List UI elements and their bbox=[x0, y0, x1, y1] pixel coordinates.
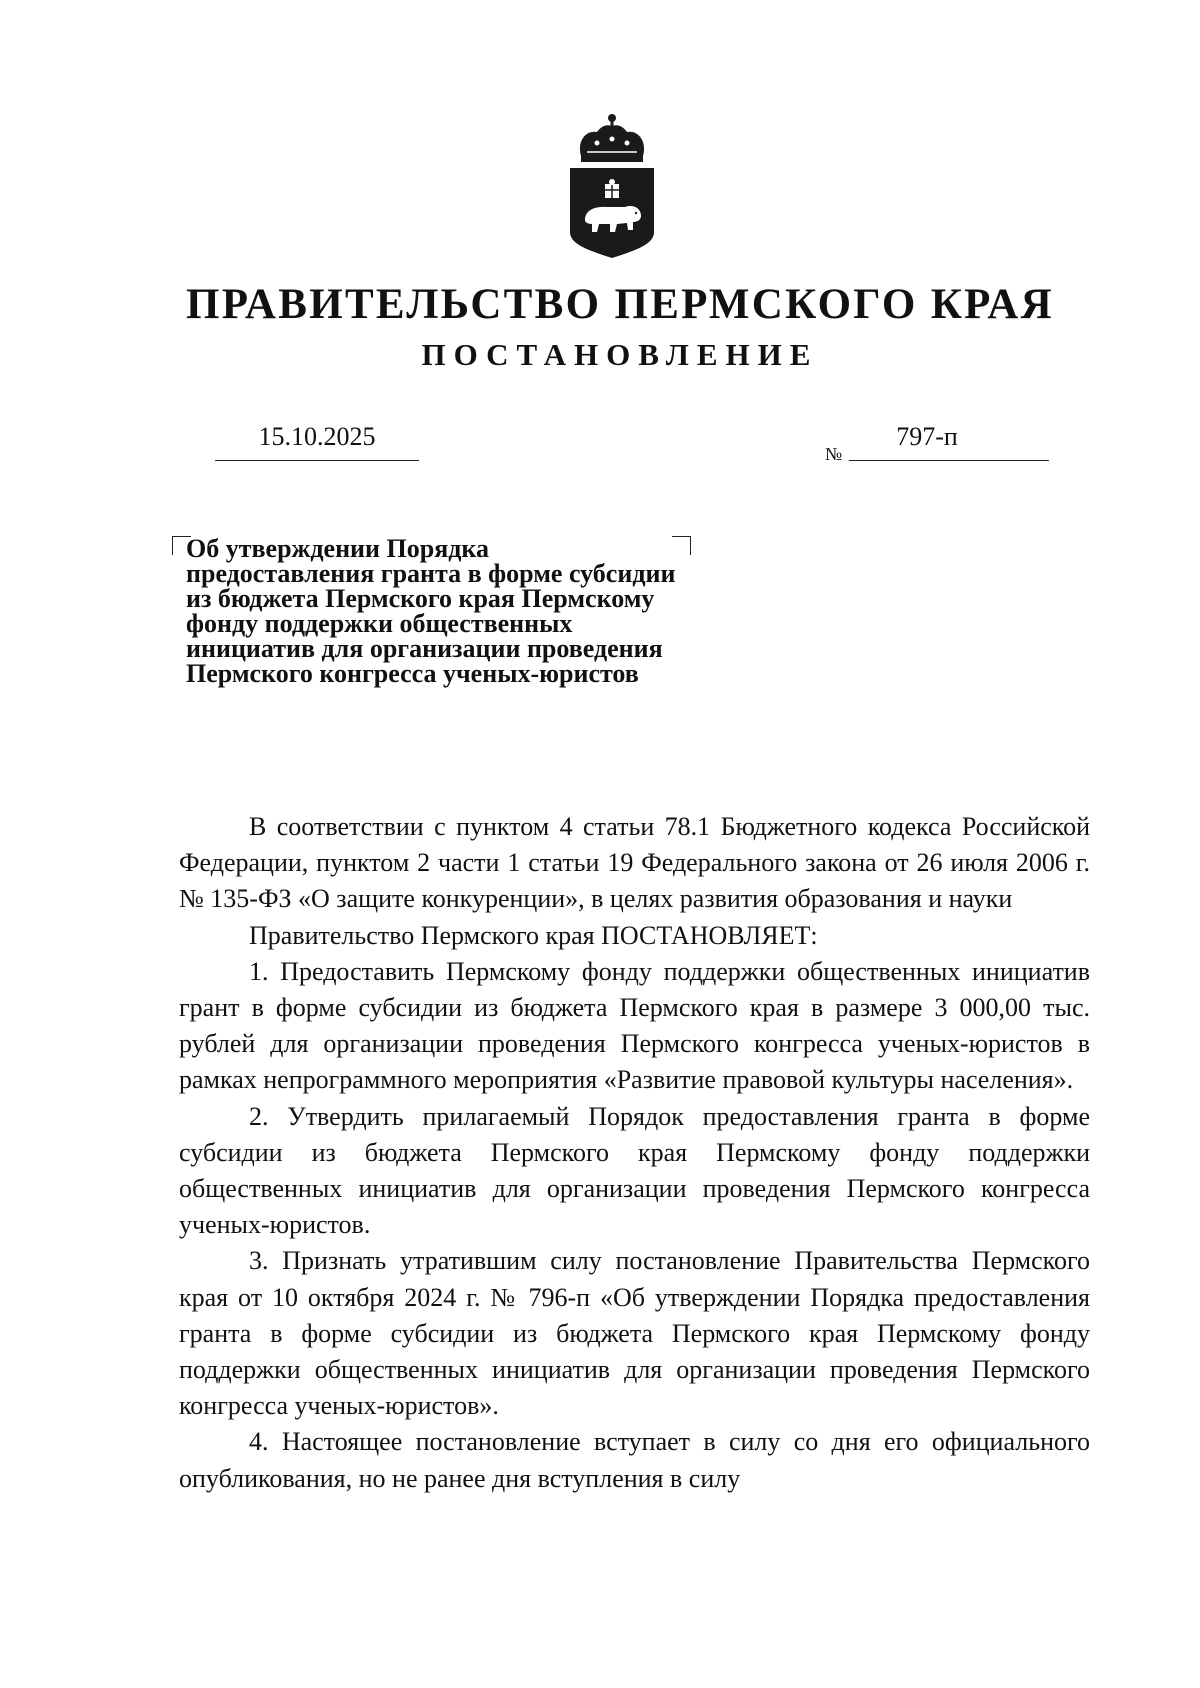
subject-line: инициатив для организации проведения bbox=[186, 634, 663, 663]
document-number: 797-п bbox=[896, 422, 958, 451]
subject-line: предоставления гранта в форме субсидии bbox=[186, 559, 676, 588]
resolution-paragraph: Правительство Пермского края ПОСТАНОВЛЯЕТ: bbox=[249, 920, 818, 950]
organization-title: ПРАВИТЕЛЬСТВО ПЕРМСКОГО КРАЯ bbox=[186, 281, 1054, 328]
item-paragraph-2: 2. Утвердить прилагаемый Порядок предоставления гранта в форме субсидии из бюджета Пермского края Пермскому фонду поддержки общественных инициатив для организации проведения Пермского конгресса ученых-юристов. bbox=[179, 1101, 1090, 1240]
number-field bbox=[849, 420, 1049, 461]
document-body bbox=[179, 809, 1090, 1497]
date-underline bbox=[215, 460, 419, 461]
subject-line: фонду поддержки общественных bbox=[186, 609, 573, 638]
preamble-paragraph: В соответствии с пунктом 4 статьи 78.1 Бюджетного кодекса Российской Федерации, пунктом 2 части 1 статьи 19 Федерального закона от 26 июля 2006 г. № 135-ФЗ «О защите конкуренции», в целях развития образования и науки bbox=[179, 812, 1090, 914]
subject-line: из бюджета Пермского края Пермскому bbox=[186, 584, 655, 613]
item-paragraph-4: 4. Настоящее постановление вступает в силу со дня его официального опубликования, но не ранее дня вступления в силу bbox=[179, 1427, 1090, 1493]
document-subject bbox=[186, 536, 746, 686]
document-date: 15.10.2025 bbox=[258, 422, 376, 451]
number-underline bbox=[849, 460, 1049, 461]
date-field bbox=[215, 420, 419, 461]
subject-line: Об утверждении Порядка bbox=[186, 534, 490, 563]
perm-krai-coat-of-arms-icon bbox=[567, 112, 657, 260]
document-type: ПОСТАНОВЛЕНИЕ bbox=[421, 337, 819, 372]
subject-line: Пермского конгресса ученых-юристов bbox=[186, 659, 639, 688]
number-sign: № bbox=[825, 444, 843, 464]
item-paragraph-1: 1. Предоставить Пермскому фонду поддержки общественных инициатив грант в форме субсидии из бюджета Пермского края в размере 3 000,00 тыс. рублей для организации проведения Пермского конгресса ученых-юристов в рамках непрограммного мероприятия «Развитие правовой культуры населения». bbox=[179, 956, 1090, 1095]
item-paragraph-3: 3. Признать утратившим силу постановление Правительства Пермского края от 10 октября 2024 г. № 796-п «Об утверждении Порядка предоставления гранта в форме субсидии из бюджета Пермского края Пермскому фонду поддержки общественных инициатив для организации проведения Пермского конгресса ученых-юристов». bbox=[179, 1246, 1090, 1421]
